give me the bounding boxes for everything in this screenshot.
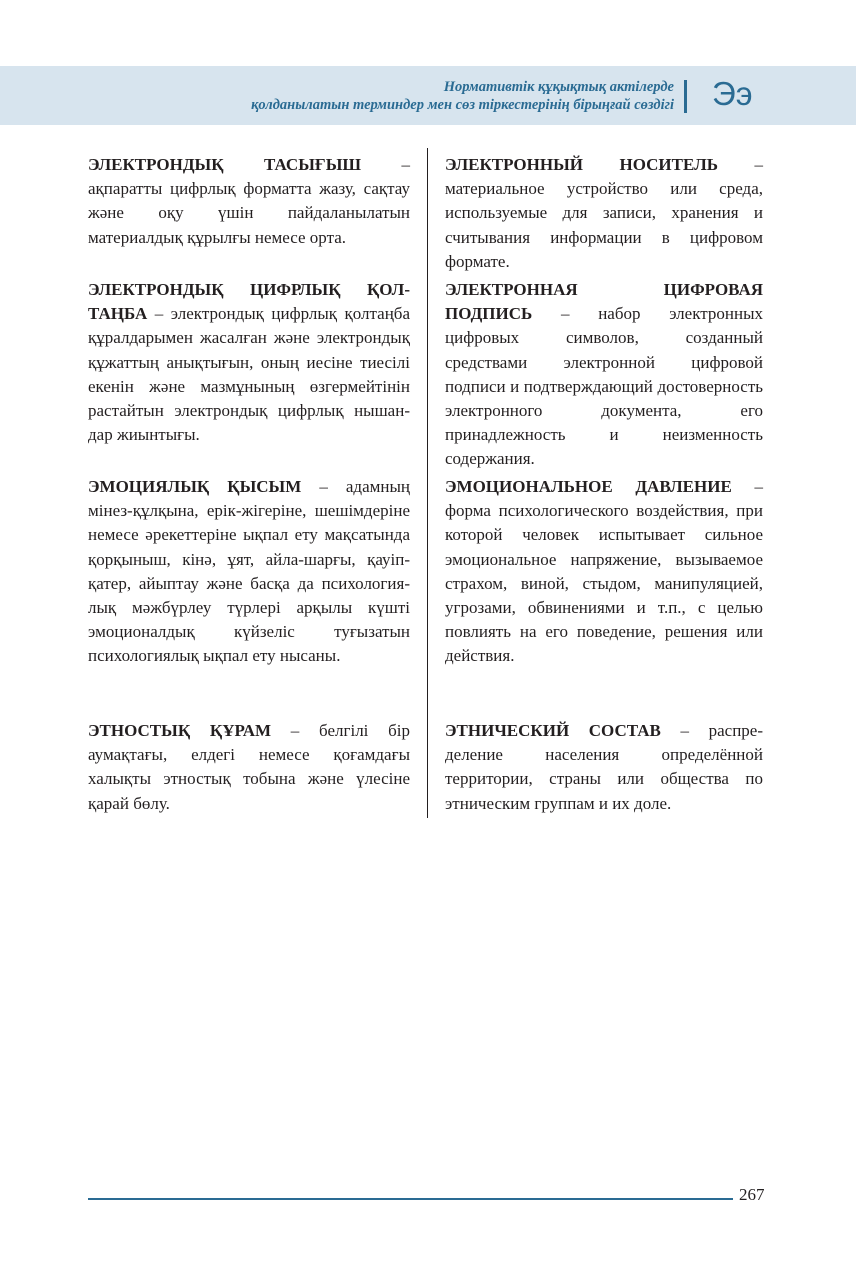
entry-ru-electronic-carrier <box>445 153 763 274</box>
header-title-line-1: Нормативтік құқықтық актілерде <box>443 79 674 95</box>
entry-term: ЭЛЕКТРОНДЫҚ ЦИФРЛЫҚ ҚОЛТАҢБА <box>88 280 410 324</box>
entry-term: ЭТНОСТЫҚ ҚҰРАМ <box>88 721 272 740</box>
entry-term: ЭТНИЧЕСКИЙ СОСТАВ <box>445 721 661 740</box>
entry-definition: – распределение населения определённой территории, страны или общества по этническим группам и их доле. <box>445 721 764 813</box>
entry-kk-electronic-signature <box>88 278 410 447</box>
entry-term: ЭМОЦИЯЛЫҚ ҚЫСЫМ <box>88 477 302 496</box>
entry-term: ЭМОЦИОНАЛЬНОЕ ДАВЛЕНИЕ <box>445 477 732 496</box>
column-divider <box>427 148 428 818</box>
running-header-title <box>251 78 674 114</box>
entry-ru-electronic-signature <box>445 278 763 472</box>
header-separator-bar <box>684 80 687 113</box>
footer-rule <box>88 1198 733 1200</box>
entry-kk-electronic-carrier <box>88 153 410 250</box>
entry-definition: – белгілі бір аумақтағы, елдегі немесе қоғамдағы халықты этностық тобына және үлесіне қарай бөлу. <box>88 721 411 813</box>
entry-definition: – ақпаратты цифрлық форматта жазу, сақтау және оқу үшін пайдаланылатын материалдық құрылғы немесе орта. <box>88 155 410 247</box>
page-number: 267 <box>739 1185 765 1204</box>
entry-kk-ethnic-composition <box>88 719 410 816</box>
entry-definition: – материальное устройство или среда, используемые для записи, хранения и считывания информации в цифровом формате. <box>445 155 764 271</box>
entry-definition: – адамның мінез-құлқына, ерік-жігеріне, шешімдеріне немесе әрекеттеріне ықпал ету мақсатында қорқыныш, кінә, ұят, айла-шарғы, қауіп-қатер, айыптау және басқа да психологиялық мәжбүрлеу түрлері арқылы күшті эмоционалдық күйзеліс туғызатын психологиялық ықпал ету нысаны. <box>88 477 411 666</box>
entry-definition: – набор электронных цифровых символов, созданный средствами электронной цифровой подписи и подтверждающий достоверность электронного документа, его принадлежность и неизменность содержания. <box>445 304 764 469</box>
entry-term: ЭЛЕКТРОННАЯ ЦИФРОВАЯ ПОДПИСЬ <box>445 280 763 324</box>
entry-ru-emotional-pressure <box>445 475 763 669</box>
section-letter: Ээ <box>712 75 753 112</box>
entry-ru-ethnic-composition <box>445 719 763 816</box>
entry-term: ЭЛЕКТРОННЫЙ НОСИТЕЛЬ <box>445 155 719 174</box>
entry-term: ЭЛЕКТРОНДЫҚ ТАСЫҒЫШ <box>88 155 362 174</box>
entry-definition: – форма психологического воздействия, при которой человек испытывает сильное эмоциональное напряжение, вызываемое страхом, виной, стыдом, манипуляцией, угрозами, обвинениями и т.п., с целью повлиять на его поведение, решения или действия. <box>445 477 763 666</box>
entry-definition: – электрондық цифрлық қолтаңба құралдарымен жасалған және электрондық құжаттың анықтығын, оның иесіне тиесілі екенін және мазмұнының өзгермейтінін растайтын электрондық цифрлық нышандар жиынтығы. <box>88 304 410 445</box>
entry-kk-emotional-pressure <box>88 475 410 669</box>
header-title-line-2: қолданылатын терминдер мен сөз тіркестерінің бірыңғай сөздігі <box>251 97 674 113</box>
